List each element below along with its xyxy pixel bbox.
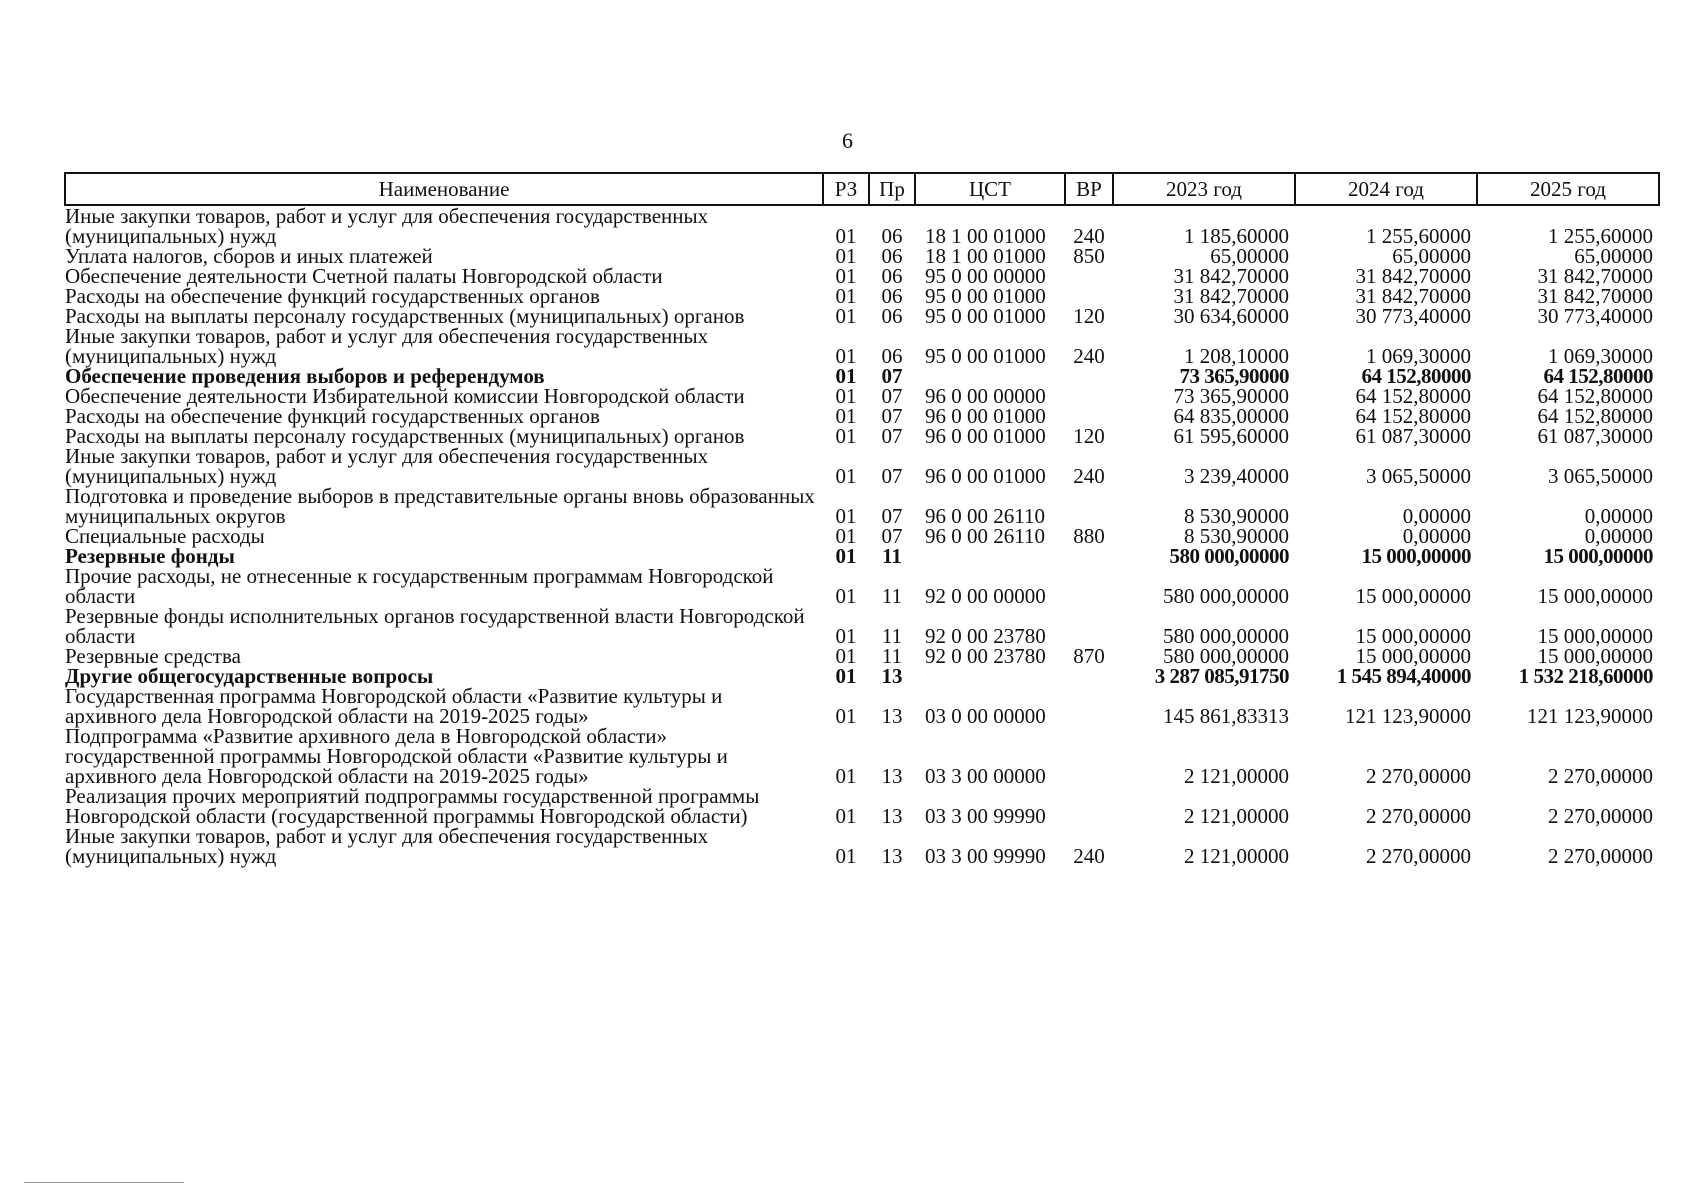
cell-pr: 06 — [881, 344, 903, 368]
cell-2024: 15 000,00000 — [1355, 624, 1471, 648]
cell-rz: 01 — [835, 584, 857, 608]
cell-pr: 07 — [881, 364, 903, 388]
cell-vr — [1065, 266, 1113, 286]
cell-cst: 95 0 00 00000 — [925, 264, 1046, 288]
table-row — [65, 386, 1659, 406]
cell-pr: 06 — [881, 304, 903, 328]
cell-rz: 01 — [835, 224, 857, 248]
cell-2023: 3 287 085,91750 — [1154, 664, 1289, 688]
cell-cst — [915, 366, 1065, 386]
table-row — [65, 666, 1659, 686]
cell-2024: 31 842,70000 — [1355, 264, 1471, 288]
table-row — [65, 786, 1659, 826]
cell-cst: 96 0 00 01000 — [925, 424, 1046, 448]
cell-2025: 1 532 218,60000 — [1518, 664, 1653, 688]
cell-vr — [1065, 286, 1113, 306]
cell-2025: 61 087,30000 — [1537, 424, 1653, 448]
cell-cst: 95 0 00 01000 — [925, 344, 1046, 368]
cell-vr — [1065, 606, 1113, 646]
cell-pr: 06 — [881, 264, 903, 288]
cell-rz: 01 — [835, 364, 857, 388]
cell-pr: 11 — [881, 624, 903, 648]
cell-rz: 01 — [835, 624, 857, 648]
cell-name: Резервные фонды — [65, 544, 235, 568]
cell-pr: 06 — [881, 284, 903, 308]
cell-vr: 240 — [1073, 344, 1105, 368]
cell-pr: 13 — [881, 704, 903, 728]
cell-pr: 07 — [881, 404, 903, 428]
header-2025: 2025 год — [1477, 173, 1659, 205]
cell-2024: 1 545 894,40000 — [1336, 664, 1471, 688]
cell-2024: 65,00000 — [1392, 244, 1471, 268]
cell-rz: 01 — [835, 804, 857, 828]
cell-rz: 01 — [835, 524, 857, 548]
cell-vr: 880 — [1073, 524, 1105, 548]
table-row — [65, 526, 1659, 546]
cell-vr — [1065, 546, 1113, 566]
cell-2024: 15 000,00000 — [1355, 584, 1471, 608]
cell-2024: 0,00000 — [1402, 504, 1471, 528]
cell-cst: 18 1 00 01000 — [925, 224, 1046, 248]
cell-cst: 96 0 00 00000 — [925, 384, 1046, 408]
cell-vr: 240 — [1073, 464, 1105, 488]
cell-name: Реализация прочих мероприятий подпрограммы государственной программы Новгородской области (государственной программы Новгородской области) — [65, 784, 760, 828]
cell-2025: 2 270,00000 — [1548, 764, 1653, 788]
cell-2025: 64 152,80000 — [1537, 384, 1653, 408]
table-row — [65, 546, 1659, 566]
cell-2024: 61 087,30000 — [1355, 424, 1471, 448]
cell-pr: 07 — [881, 464, 903, 488]
cell-2025: 15 000,00000 — [1537, 624, 1653, 648]
cell-pr: 13 — [881, 664, 903, 688]
cell-pr: 07 — [881, 524, 903, 548]
cell-pr: 11 — [881, 584, 903, 608]
cell-name: Иные закупки товаров, работ и услуг для обеспечения государственных (муниципальных) нужд — [65, 444, 709, 488]
cell-vr — [1065, 406, 1113, 426]
cell-2023: 73 365,90000 — [1173, 384, 1289, 408]
cell-vr — [1065, 386, 1113, 406]
cell-rz: 01 — [835, 464, 857, 488]
cell-vr: 240 — [1073, 844, 1105, 868]
header-rz: РЗ — [823, 173, 869, 205]
cell-cst: 18 1 00 01000 — [925, 244, 1046, 268]
table-header — [65, 173, 1659, 205]
cell-rz: 01 — [835, 644, 857, 668]
header-pr: Пр — [869, 173, 915, 205]
header-2024: 2024 год — [1295, 173, 1477, 205]
cell-rz: 01 — [835, 704, 857, 728]
table-row — [65, 246, 1659, 266]
cell-2023: 1 208,10000 — [1184, 344, 1289, 368]
cell-rz: 01 — [835, 244, 857, 268]
cell-pr: 07 — [881, 384, 903, 408]
cell-cst: 92 0 00 23780 — [925, 644, 1046, 668]
cell-name: Расходы на обеспечение функций государственных органов — [65, 404, 600, 428]
cell-2024: 15 000,00000 — [1361, 544, 1471, 568]
cell-2024: 121 123,90000 — [1345, 704, 1471, 728]
cell-2024: 31 842,70000 — [1355, 284, 1471, 308]
header-name: Наименование — [65, 173, 823, 205]
table-body — [65, 205, 1659, 866]
cell-name: Резервные фонды исполнительных органов государственной власти Новгородской области — [65, 604, 805, 648]
cell-vr — [1065, 486, 1113, 526]
cell-2025: 15 000,00000 — [1537, 584, 1653, 608]
cell-2025: 64 152,80000 — [1543, 364, 1653, 388]
cell-2024: 15 000,00000 — [1355, 644, 1471, 668]
cell-name: Подготовка и проведение выборов в представительные органы вновь образованных муниципальных округов — [65, 484, 815, 528]
cell-cst: 03 0 00 00000 — [925, 704, 1046, 728]
cell-rz: 01 — [835, 544, 857, 568]
table-row — [65, 646, 1659, 666]
cell-name: Другие общегосударственные вопросы — [65, 664, 434, 688]
cell-name: Уплата налогов, сборов и иных платежей — [65, 244, 433, 268]
cell-2023: 8 530,90000 — [1184, 524, 1289, 548]
cell-name: Иные закупки товаров, работ и услуг для обеспечения государственных (муниципальных) нужд — [65, 324, 709, 368]
header-vr: ВР — [1065, 173, 1113, 205]
cell-cst — [915, 666, 1065, 686]
cell-2024: 3 065,50000 — [1366, 464, 1471, 488]
cell-name: Обеспечение деятельности Счетной палаты Новгородской области — [65, 264, 663, 288]
cell-pr: 11 — [881, 644, 903, 668]
cell-vr — [1065, 566, 1113, 606]
cell-name: Обеспечение деятельности Избирательной комиссии Новгородской области — [65, 384, 745, 408]
cell-cst: 96 0 00 26110 — [925, 504, 1045, 528]
cell-pr: 07 — [881, 424, 903, 448]
cell-vr — [1065, 366, 1113, 386]
cell-cst — [915, 546, 1065, 566]
cell-pr: 11 — [882, 544, 902, 568]
cell-cst: 03 3 00 00000 — [925, 764, 1046, 788]
cell-vr — [1065, 686, 1113, 726]
cell-2024: 64 152,80000 — [1361, 364, 1471, 388]
cell-vr: 120 — [1073, 304, 1105, 328]
cell-rz: 01 — [835, 424, 857, 448]
cell-name: Специальные расходы — [65, 524, 265, 548]
cell-vr: 870 — [1073, 644, 1105, 668]
table-row — [65, 205, 1659, 246]
cell-2023: 65,00000 — [1210, 244, 1289, 268]
header-cst: ЦСТ — [915, 173, 1065, 205]
table-row — [65, 326, 1659, 366]
cell-2025: 2 270,00000 — [1548, 844, 1653, 868]
budget-table — [64, 172, 1660, 866]
table-row — [65, 426, 1659, 446]
cell-2023: 580 000,00000 — [1163, 644, 1289, 668]
cell-2023: 580 000,00000 — [1163, 624, 1289, 648]
cell-2024: 0,00000 — [1402, 524, 1471, 548]
cell-2023: 3 239,40000 — [1184, 464, 1289, 488]
header-2023: 2023 год — [1113, 173, 1295, 205]
cell-2023: 8 530,90000 — [1184, 504, 1289, 528]
cell-name: Резервные средства — [65, 644, 241, 668]
cell-rz: 01 — [835, 384, 857, 408]
cell-name: Обеспечение проведения выборов и референдумов — [65, 364, 545, 388]
table-row — [65, 726, 1659, 786]
footer-rule — [24, 1182, 184, 1183]
cell-2025: 31 842,70000 — [1537, 284, 1653, 308]
cell-2025: 1 069,30000 — [1548, 344, 1653, 368]
cell-cst: 95 0 00 01000 — [925, 304, 1046, 328]
page-number: 6 — [842, 128, 853, 153]
table-row — [65, 606, 1659, 646]
cell-rz: 01 — [835, 504, 857, 528]
cell-2025: 64 152,80000 — [1537, 404, 1653, 428]
cell-pr: 06 — [881, 244, 903, 268]
cell-vr: 850 — [1073, 244, 1105, 268]
cell-vr — [1065, 666, 1113, 686]
cell-2023: 580 000,00000 — [1163, 584, 1289, 608]
cell-name: Прочие расходы, не отнесенные к государственным программам Новгородской области — [65, 564, 774, 608]
cell-pr: 13 — [881, 844, 903, 868]
cell-2024: 2 270,00000 — [1366, 764, 1471, 788]
cell-rz: 01 — [835, 844, 857, 868]
cell-pr: 13 — [881, 764, 903, 788]
table-row — [65, 446, 1659, 486]
cell-2023: 2 121,00000 — [1184, 844, 1289, 868]
cell-vr — [1065, 726, 1113, 786]
cell-cst: 96 0 00 26110 — [925, 524, 1045, 548]
cell-2023: 2 121,00000 — [1184, 804, 1289, 828]
cell-2025: 0,00000 — [1584, 504, 1653, 528]
cell-rz: 01 — [835, 264, 857, 288]
cell-rz: 01 — [835, 664, 857, 688]
table-row — [65, 826, 1659, 866]
cell-2023: 2 121,00000 — [1184, 764, 1289, 788]
cell-2024: 64 152,80000 — [1355, 404, 1471, 428]
cell-2023: 31 842,70000 — [1173, 264, 1289, 288]
cell-rz: 01 — [835, 304, 857, 328]
cell-rz: 01 — [835, 404, 857, 428]
cell-rz: 01 — [835, 284, 857, 308]
table-row — [65, 306, 1659, 326]
cell-2025: 65,00000 — [1574, 244, 1653, 268]
cell-2023: 30 634,60000 — [1173, 304, 1289, 328]
cell-2025: 15 000,00000 — [1537, 644, 1653, 668]
table-row — [65, 366, 1659, 386]
cell-2023: 1 185,60000 — [1184, 224, 1289, 248]
cell-cst: 95 0 00 01000 — [925, 284, 1046, 308]
cell-vr: 240 — [1073, 224, 1105, 248]
cell-pr: 07 — [881, 504, 903, 528]
cell-cst: 03 3 00 99990 — [925, 804, 1046, 828]
cell-name: Расходы на обеспечение функций государственных органов — [65, 284, 600, 308]
cell-pr: 13 — [881, 804, 903, 828]
cell-2025: 3 065,50000 — [1548, 464, 1653, 488]
cell-vr: 120 — [1073, 424, 1105, 448]
cell-2025: 15 000,00000 — [1543, 544, 1653, 568]
cell-2024: 1 255,60000 — [1366, 224, 1471, 248]
cell-name: Подпрограмма «Развитие архивного дела в Новгородской области» государственной программы Новгородской области «Развитие культуры и архивного дела Новгородской области на 2019-2025 годы» — [65, 724, 728, 788]
cell-name: Расходы на выплаты персоналу государственных (муниципальных) органов — [65, 424, 745, 448]
cell-name: Расходы на выплаты персоналу государственных (муниципальных) органов — [65, 304, 745, 328]
cell-2025: 31 842,70000 — [1537, 264, 1653, 288]
cell-2023: 31 842,70000 — [1173, 284, 1289, 308]
cell-name: Иные закупки товаров, работ и услуг для обеспечения государственных (муниципальных) нужд — [65, 824, 709, 868]
cell-2023: 61 595,60000 — [1173, 424, 1289, 448]
cell-2023: 73 365,90000 — [1179, 364, 1289, 388]
cell-rz: 01 — [835, 764, 857, 788]
cell-cst: 96 0 00 01000 — [925, 404, 1046, 428]
table-row — [65, 266, 1659, 286]
cell-pr: 06 — [881, 224, 903, 248]
cell-name: Государственная программа Новгородской области «Развитие культуры и архивного дела Новгородской области на 2019-2025 годы» — [65, 684, 723, 728]
cell-cst: 96 0 00 01000 — [925, 464, 1046, 488]
cell-2025: 0,00000 — [1584, 524, 1653, 548]
cell-2025: 1 255,60000 — [1548, 224, 1653, 248]
cell-2024: 30 773,40000 — [1355, 304, 1471, 328]
cell-2024: 2 270,00000 — [1366, 804, 1471, 828]
cell-2025: 30 773,40000 — [1537, 304, 1653, 328]
cell-2023: 145 861,83313 — [1163, 704, 1289, 728]
cell-2025: 2 270,00000 — [1548, 804, 1653, 828]
table-row — [65, 686, 1659, 726]
table-row — [65, 286, 1659, 306]
cell-2025: 121 123,90000 — [1527, 704, 1653, 728]
cell-2024: 1 069,30000 — [1366, 344, 1471, 368]
cell-2024: 2 270,00000 — [1366, 844, 1471, 868]
table-row — [65, 486, 1659, 526]
cell-rz: 01 — [835, 344, 857, 368]
cell-2024: 64 152,80000 — [1355, 384, 1471, 408]
table-row — [65, 566, 1659, 606]
cell-cst: 03 3 00 99990 — [925, 844, 1046, 868]
cell-name: Иные закупки товаров, работ и услуг для обеспечения государственных (муниципальных) нужд — [65, 204, 709, 248]
cell-vr — [1065, 786, 1113, 826]
cell-cst: 92 0 00 23780 — [925, 624, 1046, 648]
cell-2023: 64 835,00000 — [1173, 404, 1289, 428]
cell-2023: 580 000,00000 — [1169, 544, 1289, 568]
table-row — [65, 406, 1659, 426]
cell-cst: 92 0 00 00000 — [925, 584, 1046, 608]
